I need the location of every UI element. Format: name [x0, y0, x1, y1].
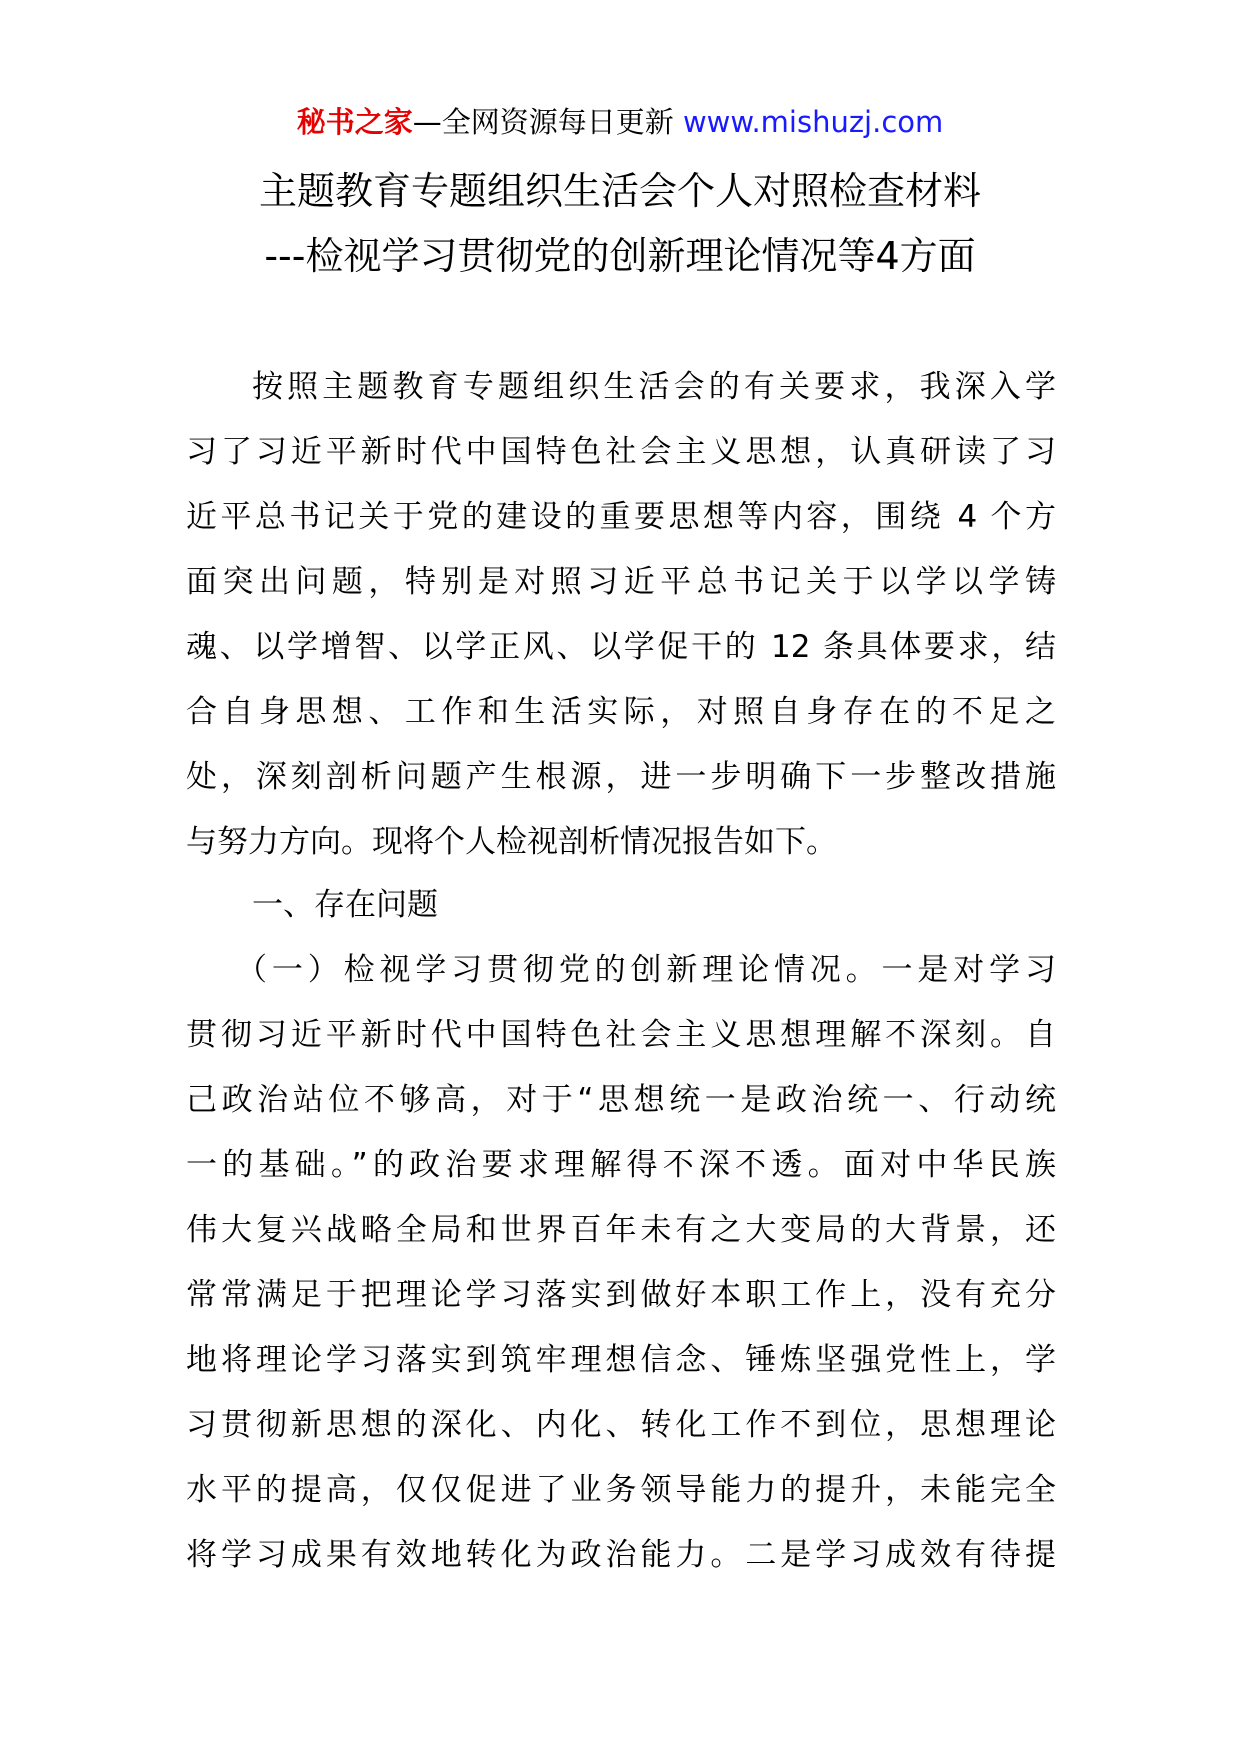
paragraph-line: 一的基础。”的政治要求理解得不深不透。面对中华民族	[186, 1147, 1056, 1183]
paragraph-line: 地将理论学习落实到筑牢理想信念、锤炼坚强党性上，学	[186, 1342, 1056, 1378]
site-brand: 秘书之家	[296, 105, 413, 139]
site-tagline: —全网资源每日更新	[412, 105, 674, 139]
section-heading	[186, 873, 1056, 938]
paragraph-line: 与努力方向。现将个人检视剖析情况报告如下。	[186, 824, 837, 860]
paragraph-line: 常常满足于把理论学习落实到做好本职工作上，没有充分	[186, 1277, 1056, 1313]
site-header	[0, 102, 1240, 142]
paragraph-line: 按照主题教育专题组织生活会的有关要求，我深入学	[252, 369, 1056, 405]
paragraph-line: 近平总书记关于党的建设的重要思想等内容，围绕 4 个方	[186, 499, 1056, 535]
paragraph-line: 魂、以学增智、以学正风、以学促干的 12 条具体要求，结	[186, 629, 1056, 665]
paragraph-line: 处，深刻剖析问题产生根源，进一步明确下一步整改措施	[186, 759, 1056, 795]
paragraph-line: 合自身思想、工作和生活实际，对照自身存在的不足之	[186, 694, 1056, 730]
paragraph-line: 水平的提高，仅仅促进了业务领导能力的提升，未能完全	[186, 1472, 1056, 1508]
document-subtitle: ---检视学习贯彻党的创新理论情况等4方面	[264, 234, 976, 278]
intro-paragraph	[186, 355, 1056, 875]
paragraph-line: 己政治站位不够高，对于“思想统一是政治统一、行动统	[186, 1082, 1056, 1118]
section-paragraph	[186, 938, 1056, 1588]
section-heading-text: 一、存在问题	[252, 887, 438, 923]
paragraph-line: 面突出问题，特别是对照习近平总书记关于以学以学铸	[186, 564, 1056, 600]
paragraph-line: 习贯彻新思想的深化、内化、转化工作不到位，思想理论	[186, 1407, 1056, 1443]
document-title: 主题教育专题组织生活会个人对照检查材料	[258, 169, 981, 213]
paragraph-line: 贯彻习近平新时代中国特色社会主义思想理解不深刻。自	[186, 1017, 1056, 1053]
site-url-link[interactable]: www.mishuzj.com	[682, 105, 944, 139]
paragraph-line: 伟大复兴战略全局和世界百年未有之大变局的大背景，还	[186, 1212, 1056, 1248]
paragraph-line: （一）检视学习贯彻党的创新理论情况。一是对学习	[236, 952, 1056, 988]
paragraph-line: 将学习成果有效地转化为政治能力。二是学习成效有待提	[186, 1537, 1056, 1573]
paragraph-line: 习了习近平新时代中国特色社会主义思想，认真研读了习	[186, 434, 1056, 470]
